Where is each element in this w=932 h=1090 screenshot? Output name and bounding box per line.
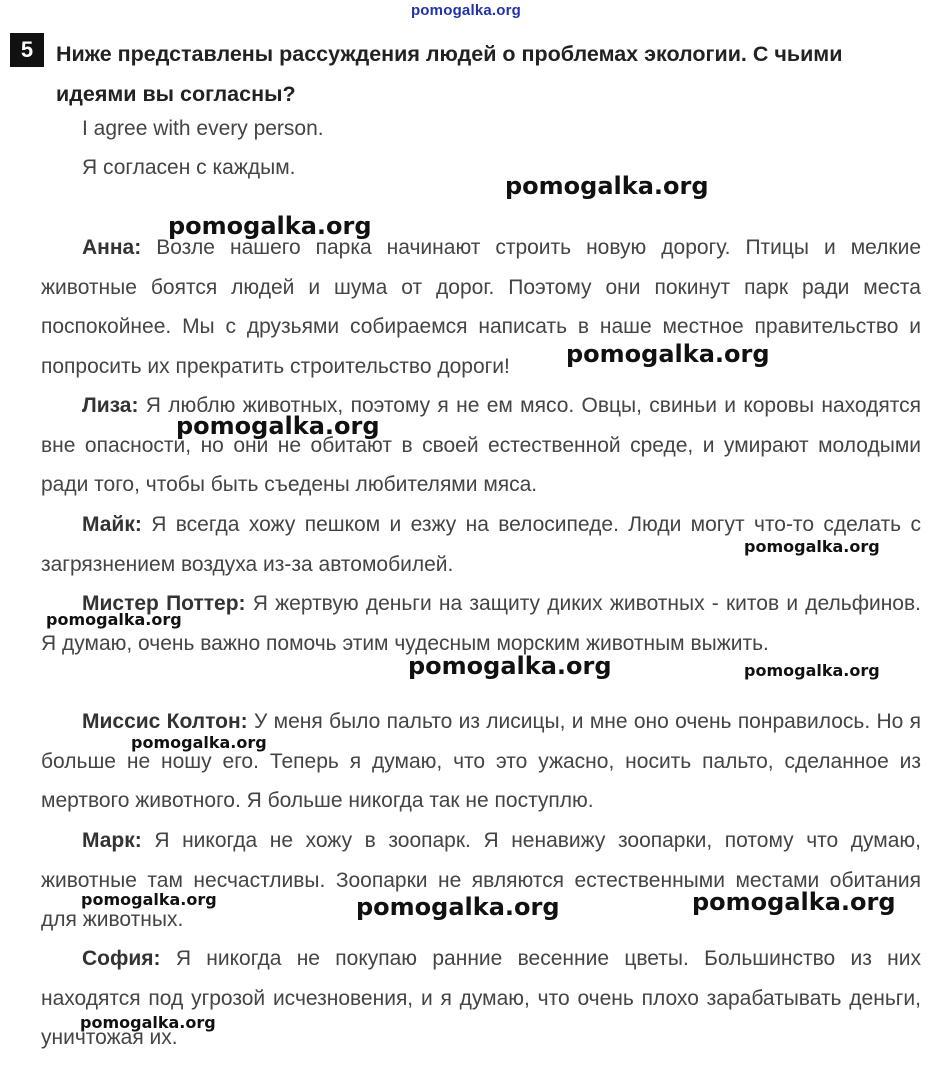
site-watermark-top: pomogalka.org — [410, 2, 522, 19]
opinion-liza — [41, 386, 921, 505]
opinion-text: Я никогда не хожу в зоопарк. Я ненавижу зоопарки, потому что думаю, животные там несчастливы. Зоопарки не являются естественными местами обитания для животных. — [41, 829, 921, 931]
opinion-sofia — [41, 939, 921, 1058]
task-heading: Ниже представлены рассуждения людей о проблемах экологии. С чьими идеями вы согласны? — [56, 42, 843, 106]
answer-russian: Я согласен с каждым. — [82, 156, 296, 179]
watermark: pomogalka.org — [744, 661, 880, 680]
watermark: pomogalka.org — [505, 172, 709, 200]
opinion-text: У меня было пальто из лисицы, и мне оно очень понравилось. Но я больше не ношу его. Теперь я думаю, что это ужасно, носить пальто, сделанное из мертвого животного. Я больше никогда так не поступлю. — [41, 710, 921, 812]
speaker-name: Майк: — [82, 513, 142, 536]
watermark: pomogalka.org — [356, 893, 560, 921]
speaker-name: София: — [82, 947, 161, 970]
opinion-text: Я люблю животных, поэтому я не ем мясо. Овцы, свиньи и коровы находятся вне опасности, но они не обитают в своей естественной среде, и умирают молодыми ради того, чтобы быть съедены любителями мяса. — [41, 394, 921, 496]
speaker-name: Лиза: — [82, 394, 139, 417]
opinion-text: Возле нашего парка начинают строить новую дорогу. Птицы и мелкие животные боятся людей и шума от дорог. Поэтому они покинут парк ради места поспокойнее. Мы с друзьями собираемся написать в наше местное правительство и попросить их прекратить строительство дороги! — [41, 236, 921, 378]
opinion-mark — [41, 821, 921, 940]
speaker-name: Анна: — [82, 236, 142, 259]
watermark: pomogalka.org — [744, 537, 880, 556]
watermark: pomogalka.org — [566, 340, 770, 368]
opinion-mrs-colton — [41, 702, 921, 821]
watermark: pomogalka.org — [408, 652, 612, 680]
watermark: pomogalka.org — [80, 1013, 216, 1032]
watermark: pomogalka.org — [168, 212, 372, 240]
speaker-name: Мистер Поттер: — [82, 592, 246, 615]
opinion-text: Я жертвую деньги на защиту диких животных - китов и дельфинов. Я думаю, очень важно помочь этим чудесным морским животным выжить. — [41, 592, 921, 655]
speaker-name: Миссис Колтон: — [82, 710, 248, 733]
watermark: pomogalka.org — [81, 890, 217, 909]
speaker-name: Марк: — [82, 829, 142, 852]
watermark: pomogalka.org — [692, 888, 896, 916]
opinion-text: Я никогда не покупаю ранние весенние цветы. Большинство из них находятся под угрозой исчезновения, и я думаю, что очень плохо зарабатывать деньги, уничтожая их. — [41, 947, 921, 1049]
opinion-text: Я всегда хожу пешком и езжу на велосипеде. Люди могут что-то сделать с загрязнением воздуха из-за автомобилей. — [41, 513, 921, 576]
opinion-anna — [41, 228, 921, 386]
watermark: pomogalka.org — [46, 610, 182, 629]
task-number-badge: 5 — [10, 33, 44, 67]
watermark: pomogalka.org — [176, 412, 380, 440]
watermark: pomogalka.org — [131, 733, 267, 752]
answer-english: I agree with every person. — [82, 117, 324, 140]
